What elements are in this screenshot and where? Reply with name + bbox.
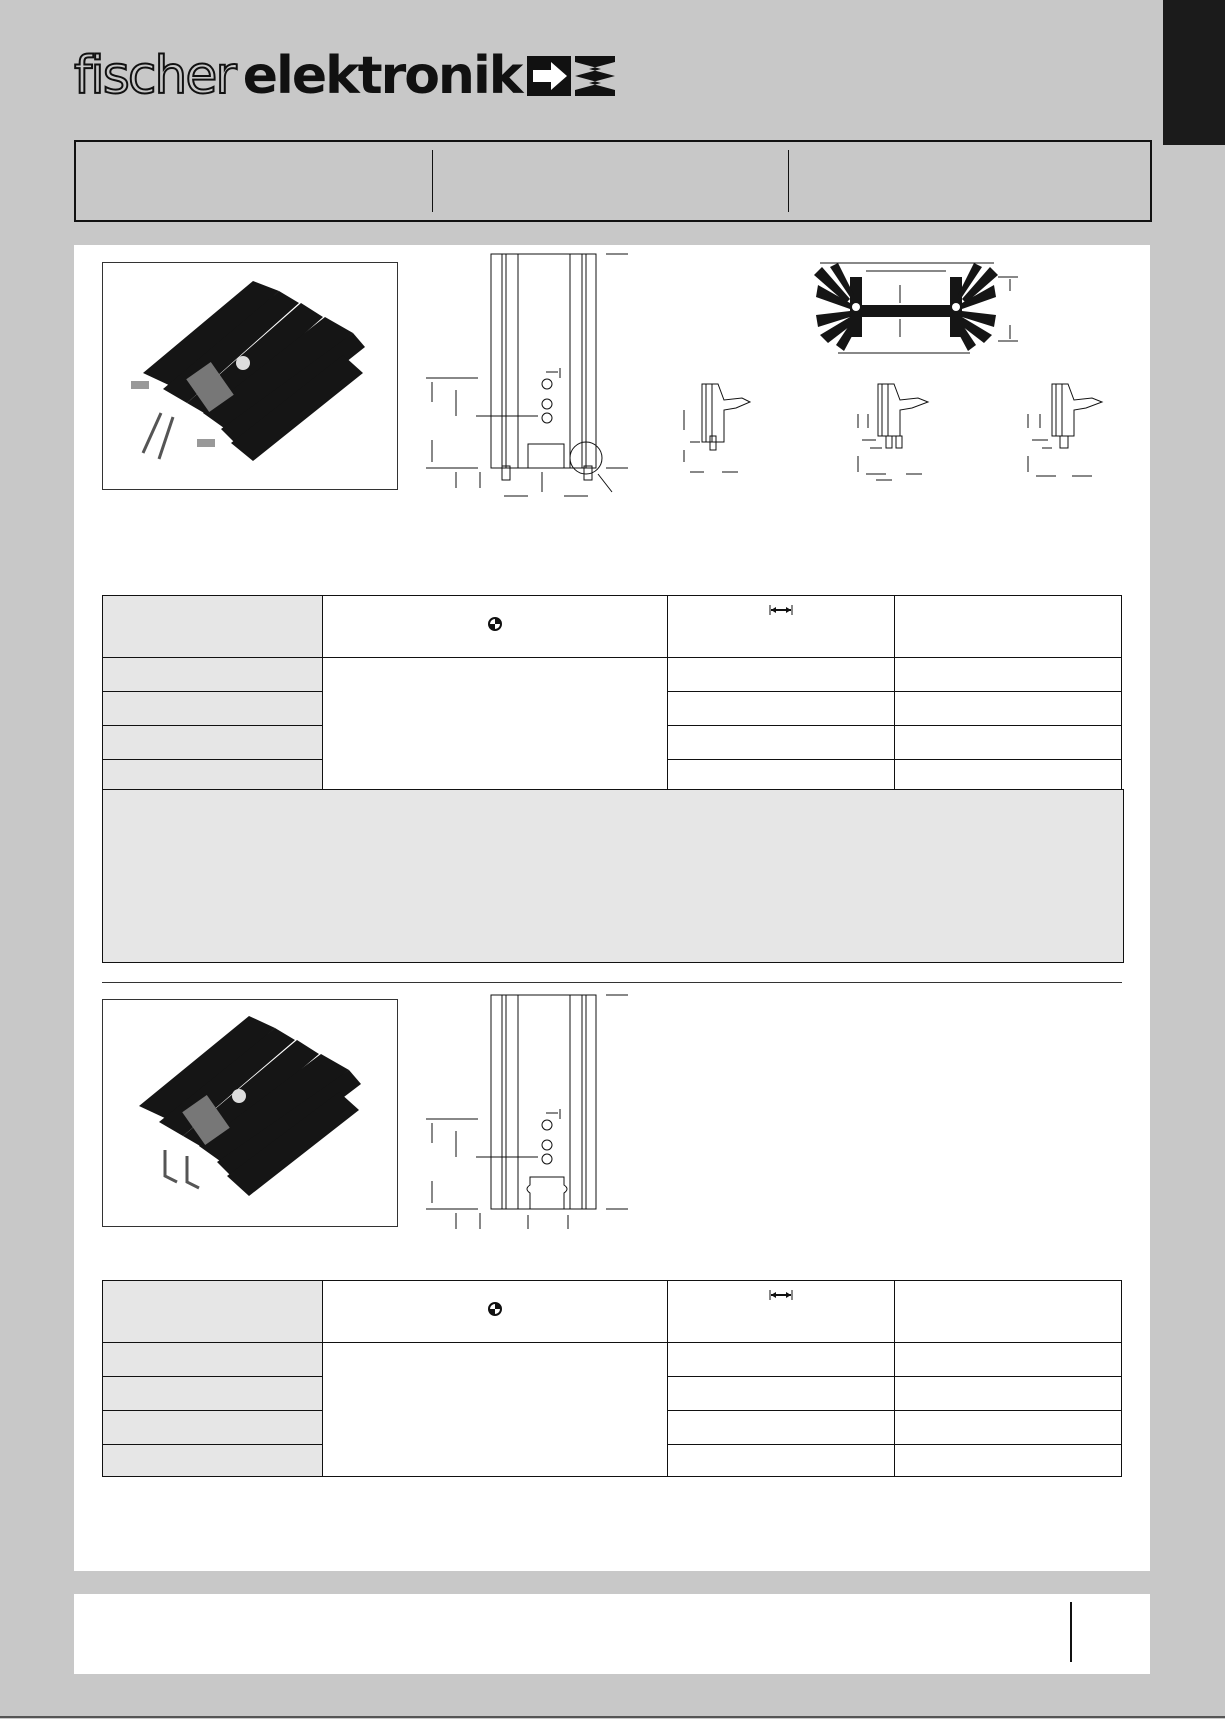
header-divider (432, 150, 433, 212)
table-cell (668, 692, 895, 726)
page-footer (74, 1594, 1150, 1674)
table-cell (668, 1377, 895, 1411)
table-cell (895, 658, 1122, 692)
table-header-cell (895, 1281, 1122, 1343)
mounting-hole-icon (485, 1299, 505, 1319)
pin-detail-a (676, 380, 766, 476)
table-header-cell (103, 1281, 323, 1343)
table-cell (668, 726, 895, 760)
brand-name-part2: elektronik (242, 46, 522, 106)
table-cell (103, 692, 323, 726)
header-box (74, 140, 1152, 222)
table-header-cell (668, 1281, 895, 1343)
pin-detail-b (846, 380, 946, 490)
arrow-logo-icon (525, 52, 617, 100)
table-header-cell (322, 1281, 668, 1343)
front-view-drawing-2 (418, 993, 628, 1235)
mounting-hole-icon (485, 614, 505, 634)
table-cell (895, 726, 1122, 760)
table-cell (322, 1343, 668, 1477)
table-header-cell (103, 596, 323, 658)
table-cell (103, 726, 323, 760)
table-cell (103, 1411, 323, 1445)
table-cell (895, 1411, 1122, 1445)
table-cell (668, 658, 895, 692)
front-view-drawing-1 (418, 252, 628, 510)
chapter-tab (1163, 0, 1225, 145)
width-arrow-icon (768, 604, 794, 616)
table-header-cell (895, 596, 1122, 658)
footer-separator (1070, 1602, 1072, 1662)
table-cell (103, 1377, 323, 1411)
table-cell (668, 1411, 895, 1445)
product-photo-2 (102, 999, 398, 1227)
heatsink-photo-icon (103, 263, 397, 489)
table-cell (103, 658, 323, 692)
notes-box-1 (102, 789, 1124, 963)
table-cell (322, 658, 668, 792)
table-header-cell (322, 596, 668, 658)
table-cell (668, 760, 895, 792)
page-bottom-rule (0, 1716, 1225, 1718)
table-cell (103, 1343, 323, 1377)
header-divider (788, 150, 789, 212)
spec-table-1 (102, 595, 1122, 792)
table-cell (668, 1445, 895, 1477)
table-cell (895, 760, 1122, 792)
section-divider (102, 982, 1122, 983)
brand-name-part1: fischer (74, 46, 235, 106)
brand-logo (74, 48, 617, 104)
table-cell (895, 1343, 1122, 1377)
table-cell (895, 692, 1122, 726)
table-cell (895, 1445, 1122, 1477)
spec-table-2 (102, 1280, 1122, 1477)
table-cell (103, 1445, 323, 1477)
pin-detail-c (1012, 380, 1112, 490)
table-cell (668, 1343, 895, 1377)
heatsink-photo-icon (103, 1000, 397, 1226)
product-photo-1 (102, 262, 398, 490)
table-cell (103, 760, 323, 792)
table-header-cell (668, 596, 895, 658)
profile-drawing-1 (808, 245, 1048, 365)
table-cell (895, 1377, 1122, 1411)
width-arrow-icon (768, 1289, 794, 1301)
